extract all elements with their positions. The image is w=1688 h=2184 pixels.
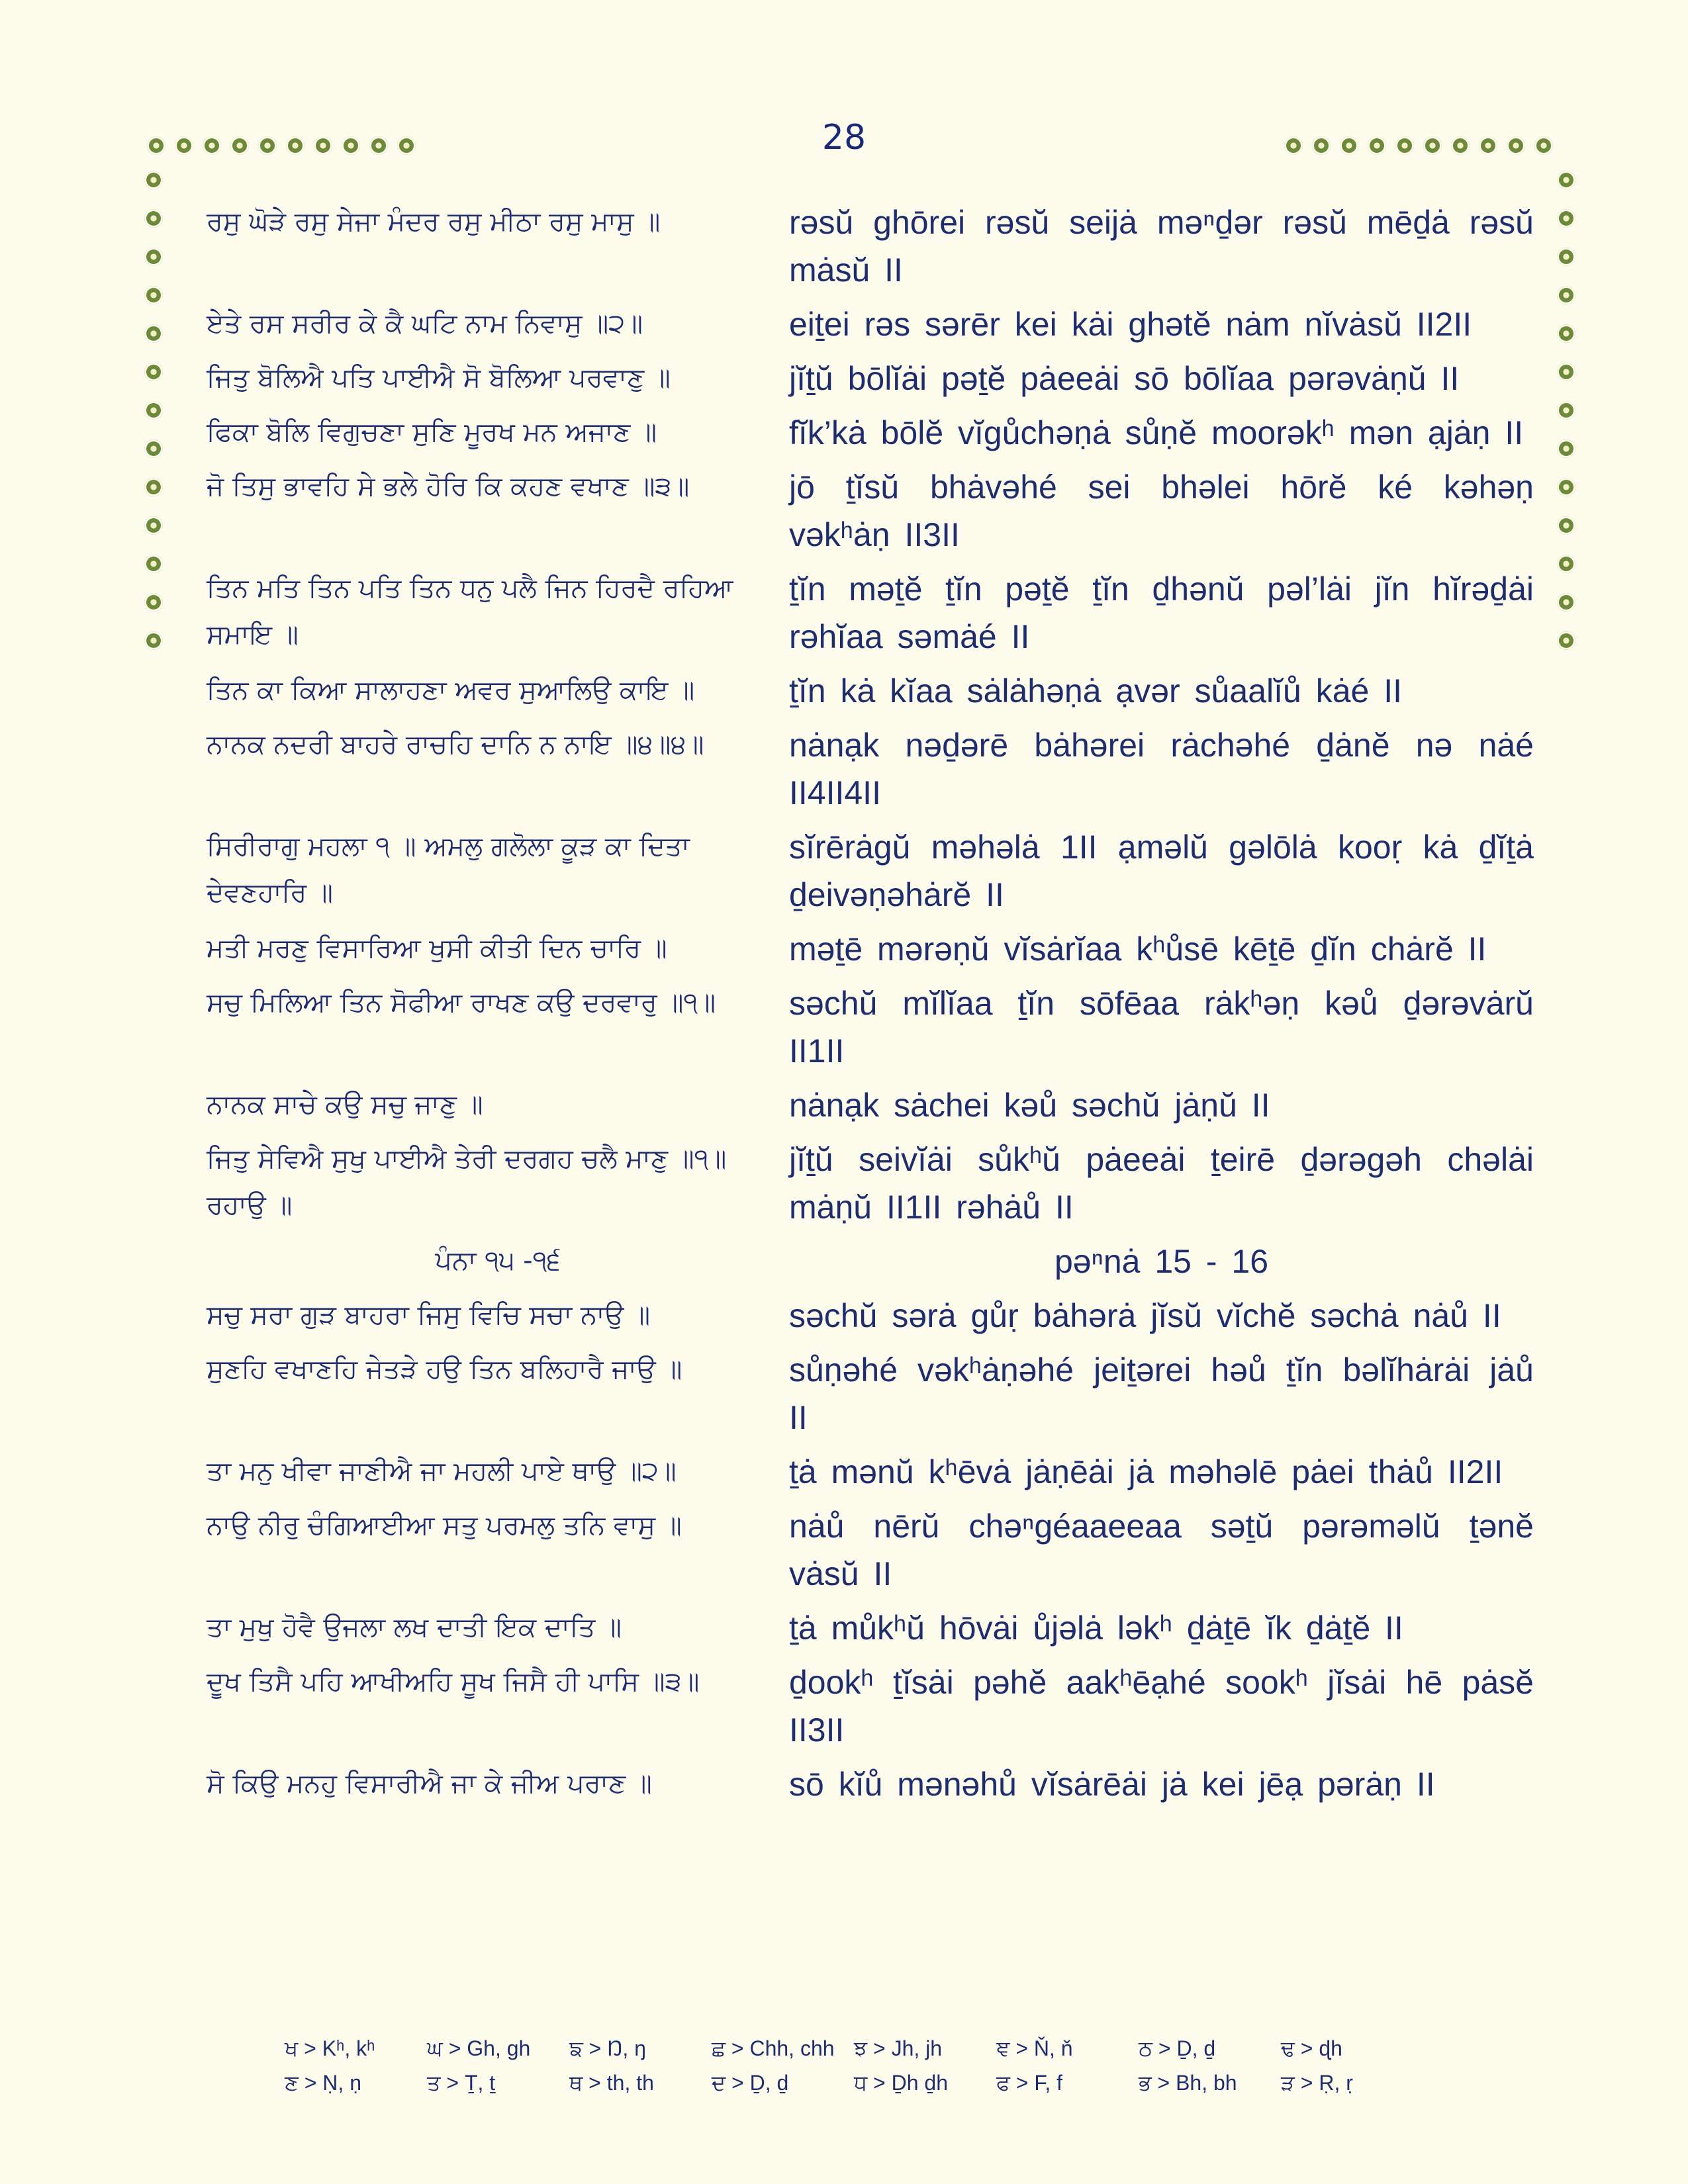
verse-row (0, 1502, 1688, 1598)
verse-row (0, 1346, 1688, 1441)
gurmukhi-text: ਜਿਤੁ ਸੇਵਿਐ ਸੁਖੁ ਪਾਈਐ ਤੇਰੀ ਦਰਗਹ ਚਲੈ ਮਾਣੁ ॥੧॥ ਰਹਾਉ ॥ (207, 1144, 727, 1220)
verse-row (0, 925, 1688, 973)
verse-row (0, 565, 1688, 660)
verse-row (0, 721, 1688, 817)
verse-row (0, 979, 1688, 1075)
gurmukhi-text: ਸਿਰੀਰਾਗੁ ਮਹਲਾ ੧ ॥ ਅਮਲੁ ਗਲੋਲਾ ਕੂੜ ਕਾ ਦਿਤਾ ਦੇਵਣਹਾਰਿ ॥ (207, 831, 690, 908)
gurmukhi-text: ਸੁਣਹਿ ਵਖਾਣਹਿ ਜੇਤੜੇ ਹਉ ਤਿਨ ਬਲਿਹਾਰੈ ਜਾਉ ॥ (207, 1354, 682, 1385)
legend-row (285, 2066, 1423, 2101)
transliteration-text: jĭṯŭ seivĭȧi sůkʰŭ pȧeeȧi ṯeirē ḏərəgəh chəlȧi mȧṇŭ II1II rəhȧů II (789, 1141, 1534, 1226)
gurmukhi-text: ਤਾ ਮੁਖੁ ਹੋਵੈ ਉਜਲਾ ਲਖ ਦਾਤੀ ਇਕ ਦਾਤਿ ॥ (207, 1612, 622, 1643)
transliteration-text: jĭṯŭ bōlĭȧi pəṯĕ pȧeeȧi sō bōlĭaa pərəvȧṇŭ II (789, 360, 1460, 397)
transliteration-text: sůṇəhé vəkʰȧṇəhé jeiṯərei həů ṯĭn bəlĭhȧrȧi jȧů II (789, 1351, 1534, 1436)
legend-item: ਞ > Ň, ň (996, 2036, 1073, 2060)
legend-item: ਘ > Gh, gh (427, 2036, 531, 2060)
gurmukhi-text: ਦੂਖ ਤਿਸੈ ਪਹਿ ਆਖੀਅਹਿ ਸੂਖ ਜਿਸੈ ਹੀ ਪਾਸਿ ॥੩॥ (207, 1666, 700, 1697)
gurmukhi-text: ਨਾਨਕ ਨਦਰੀ ਬਾਹਰੇ ਰਾਚਹਿ ਦਾਨਿ ਨ ਨਾਇ ॥੪॥੪॥ (207, 729, 704, 760)
verse-row (0, 1760, 1688, 1808)
verse-row (0, 1448, 1688, 1496)
transliteration-text: ḏookʰ ṯĭsȧi pəhĕ aakʰēạhé sookʰ jĭsȧi hē pȧsĕ II3II (789, 1664, 1534, 1749)
legend-item: ਫ > F, f (996, 2071, 1063, 2095)
gurmukhi-text: ਫਿਕਾ ਬੋਲਿ ਵਿਗੁਚਣਾ ਸੁਣਿ ਮੂਰਖ ਮਨ ਅਜਾਣ ॥ (207, 417, 657, 447)
page-reference-transliteration: pəⁿnȧ 15 - 16 (1054, 1243, 1269, 1280)
page-reference-gurmukhi: ਪੰਨਾ ੧੫ -੧੬ (435, 1246, 561, 1276)
gurmukhi-text: ਤਿਨ ਮਤਿ ਤਿਨ ਪਤਿ ਤਿਨ ਧਨੁ ਪਲੈ ਜਿਨ ਹਿਰਦੈ ਰਹਿਆ ਸਮਾਇ ॥ (207, 573, 733, 650)
ornament-top-left (147, 136, 416, 159)
transliteration-text: nȧnạk nəḏərē bȧhərei rȧchəhé ḏȧnĕ nə nȧé II4II4II (789, 727, 1534, 811)
gurmukhi-text: ਸੋ ਕਿਉ ਮਨਹੁ ਵਿਸਾਰੀਐ ਜਾ ਕੇ ਜੀਅ ਪਰਾਣ ॥ (207, 1768, 652, 1799)
transliteration-text: ṯĭn kȧ kĭaa sȧlȧhəṇȧ ạvər sůaalĭů kȧé II (789, 672, 1402, 709)
transliteration-text: səchŭ mĭlĭaa ṯĭn sōfēaa rȧkʰəṇ kəů ḏərəvȧrŭ II1II (789, 985, 1534, 1069)
transliteration-text: jō ṯĭsŭ bhȧvəhé sei bhəlei hōrĕ ké kəhəṇ vəkʰȧṇ II3II (789, 469, 1534, 553)
verse-row (0, 409, 1688, 457)
transliteration-text: ṯȧ mənŭ kʰēvȧ jȧṇēȧi jȧ məhəlē pȧei thȧů II2II (789, 1453, 1503, 1490)
legend-item: ੜ > Ṛ, ṛ (1281, 2071, 1353, 2095)
verse-row (0, 667, 1688, 715)
gurmukhi-text: ਮਤੀ ਮਰਣੁ ਵਿਸਾਰਿਆ ਖੁਸੀ ਕੀਤੀ ਦਿਨ ਚਾਰਿ ॥ (207, 933, 667, 964)
gurmukhi-text: ਸਚੁ ਮਿਲਿਆ ਤਿਨ ਸੋਫੀਆ ਰਾਖਣ ਕਉ ਦਰਵਾਰੁ ॥੧॥ (207, 987, 716, 1018)
verse-row (0, 1604, 1688, 1652)
legend-item: ਝ > Jh, jh (854, 2036, 943, 2060)
transliteration-text: rəsŭ ghōrei rəsŭ seijȧ məⁿḏər rəsŭ mēḏȧ rəsŭ mȧsŭ II (789, 204, 1534, 289)
legend-item: ਭ > Bh, bh (1139, 2071, 1237, 2095)
transliteration-text: ṯĭn məṯĕ ṯĭn pəṯĕ ṯĭn ḏhənŭ pəl’lȧi jĭn hĭrəḏȧi rəhĭaa səmȧé II (789, 570, 1534, 655)
legend-item: ਣ > Ṇ, ṇ (285, 2071, 361, 2095)
legend-item: ਧ > Ḏh ḏh (854, 2071, 949, 2095)
gurmukhi-text: ਸਚੁ ਸਰਾ ਗੁੜ ਬਾਹਰਾ ਜਿਸੁ ਵਿਚਿ ਸਚਾ ਨਾਉ ॥ (207, 1300, 651, 1330)
gurmukhi-text: ਤਿਨ ਕਾ ਕਿਆ ਸਾਲਾਹਣਾ ਅਵਰ ਸੁਆਲਿਉ ਕਾਇ ॥ (207, 675, 695, 705)
gurmukhi-text: ਨਾਉ ਨੀਰੁ ਚੰਗਿਆਈਆ ਸਤੁ ਪਰਮਲੁ ਤਨਿ ਵਾਸੁ ॥ (207, 1510, 682, 1541)
legend-item: ਖ > Kʰ, kʰ (285, 2036, 375, 2060)
verse-row (0, 199, 1688, 294)
transliteration-text: sĭrērȧgŭ məhəlȧ 1II ạməlŭ gəlōlȧ kooṛ kȧ ḏĭṯȧ ḏeivəṇəhȧrĕ II (789, 829, 1534, 913)
transliteration-text: fĭk’kȧ bōlĕ vĭgůchəṇȧ sůṇĕ moorəkʰ mən ạjȧṇ II (789, 414, 1524, 451)
verse-row (0, 1081, 1688, 1129)
transliteration-text: nȧnạk sȧchei kəů səchŭ jȧṇŭ II (789, 1087, 1270, 1124)
verse-row (0, 1659, 1688, 1754)
page-number: 28 (821, 118, 867, 158)
legend-row (285, 2032, 1423, 2066)
legend-item: ਢ > ɖh (1281, 2036, 1342, 2060)
legend-item: ਛ > Chh, chh (712, 2036, 835, 2060)
gurmukhi-text: ਨਾਨਕ ਸਾਚੇ ਕਉ ਸਚੁ ਜਾਣੁ ॥ (207, 1089, 483, 1120)
legend-item: ਠ > Ḏ, ḏ (1139, 2036, 1216, 2060)
ornament-top-right (1284, 136, 1553, 159)
legend-item: ਦ > Ḏ, ḏ (712, 2071, 789, 2095)
verse-row (0, 463, 1688, 559)
gurmukhi-text: ਏਤੇ ਰਸ ਸਰੀਰ ਕੇ ਕੈ ਘਟਿ ਨਾਮ ਨਿਵਾਸੁ ॥੨॥ (207, 308, 643, 339)
gurmukhi-text: ਰਸੁ ਘੋੜੇ ਰਸੁ ਸੇਜਾ ਮੰਦਰ ਰਸੁ ਮੀਠਾ ਰਸੁ ਮਾਸੁ ॥ (207, 206, 661, 237)
gurmukhi-text: ਜੋ ਤਿਸੁ ਭਾਵਹਿ ਸੇ ਭਲੇ ਹੋਰਿ ਕਿ ਕਹਣ ਵਖਾਣ ॥੩॥ (207, 471, 690, 502)
verse-row (0, 823, 1688, 919)
verse-table (0, 199, 1688, 1815)
transliteration-text: məṯē mərəṇŭ vĭsȧrĭaa kʰůsē kēṯē ḏĭn chȧrĕ II (789, 931, 1487, 968)
transliteration-legend (285, 2032, 1423, 2101)
verse-row (0, 355, 1688, 402)
transliteration-text: eiṯei rəs sərēr kei kȧi ghətĕ nȧm nĭvȧsŭ II2II (789, 306, 1472, 343)
legend-item: ਥ > th, th (569, 2071, 654, 2095)
transliteration-text: səchŭ sərȧ gůṛ bȧhərȧ jĭsŭ vĭchĕ səchȧ nȧů II (789, 1297, 1501, 1334)
verse-row (0, 1292, 1688, 1340)
legend-item: ਙ > Ŋ, ŋ (569, 2036, 646, 2060)
page-reference-row (0, 1238, 1688, 1285)
transliteration-text: sō kĭů mənəhů vĭsȧrēȧi jȧ kei jēạ pərȧṇ II (789, 1766, 1435, 1803)
transliteration-text: nȧů nērŭ chəⁿgéaaeeaa səṯŭ pərəməlŭ ṯənĕ vȧsŭ II (789, 1508, 1534, 1592)
verse-row (0, 300, 1688, 348)
verse-row (0, 1136, 1688, 1231)
gurmukhi-text: ਤਾ ਮਨੁ ਖੀਵਾ ਜਾਣੀਐ ਜਾ ਮਹਲੀ ਪਾਏ ਥਾਉ ॥੨॥ (207, 1456, 677, 1486)
gurmukhi-text: ਜਿਤੁ ਬੋਲਿਐ ਪਤਿ ਪਾਈਐ ਸੋ ਬੋਲਿਆ ਪਰਵਾਣੁ ॥ (207, 363, 671, 393)
transliteration-text: ṯȧ můkʰŭ hōvȧi ůjəlȧ ləkʰ ḏȧṯē ĭk ḏȧṯĕ II (789, 1610, 1403, 1647)
legend-item: ਤ > Ṯ, ṯ (427, 2071, 496, 2095)
